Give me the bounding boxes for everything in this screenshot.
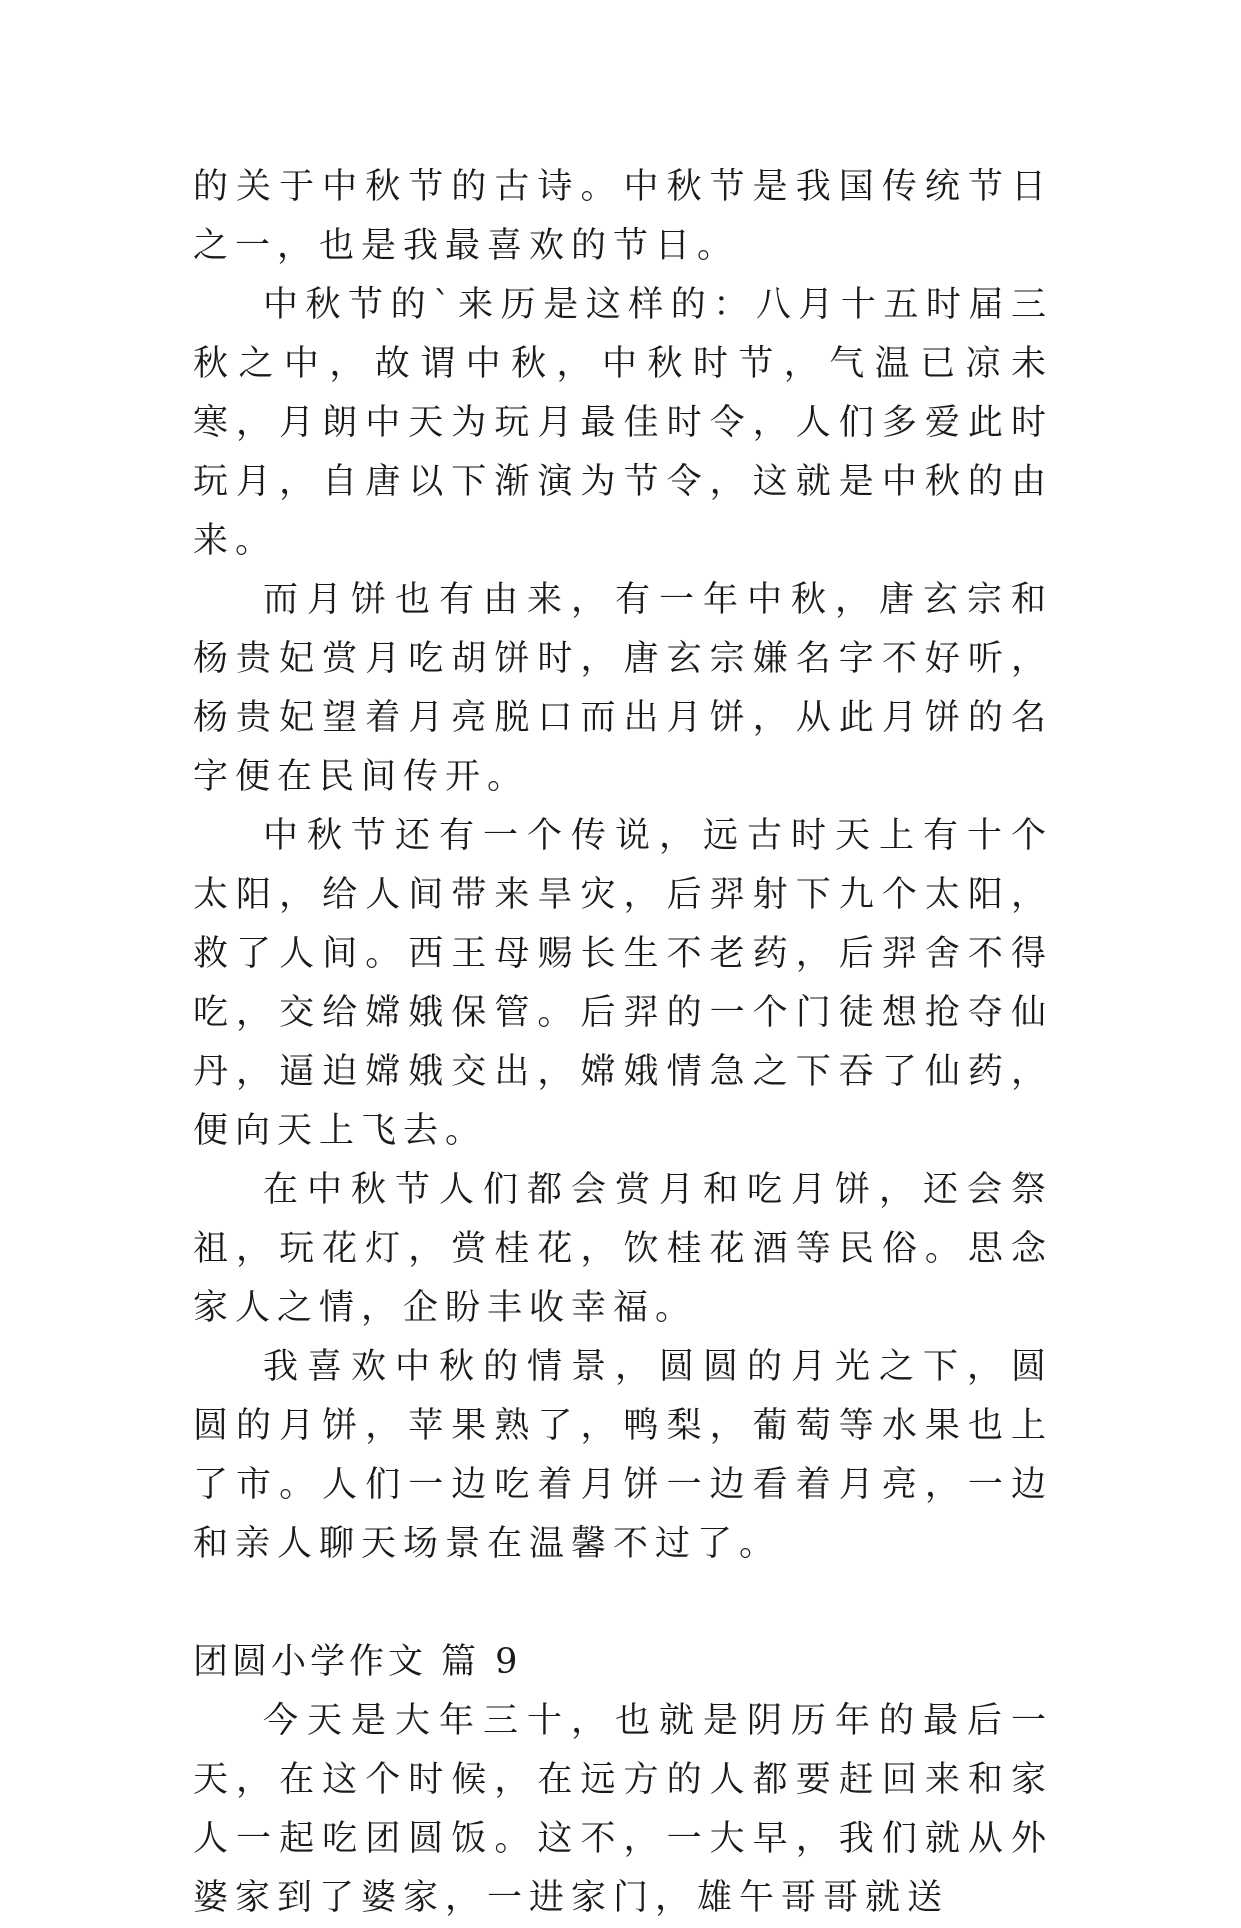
- paragraph-7: 今天是大年三十，也就是阴历年的最后一天，在这个时候，在远方的人都要赶回来和家人一起吃团圆饭。这不，一大早，我们就从外婆家到了婆家，一进家门，雄午哥哥就送: [193, 1701, 1053, 1918]
- paragraph-2: 中秋节的`来历是这样的：八月十五时届三秋之中，故谓中秋，中秋时节，气温已凉未寒，月朗中天为玩月最佳时令，人们多爱此时玩月，自唐以下渐演为节令，这就是中秋的由来。: [193, 285, 1053, 561]
- paragraph-4: 中秋节还有一个传说，远古时天上有十个太阳，给人间带来旱灾，后羿射下九个太阳，救了人间。西王母赐长生不老药，后羿舍不得吃，交给嫦娥保管。后羿的一个门徒想抢夺仙丹，逼迫嫦娥交出，嫦娥情急之下吞了仙药，便向天上飞去。: [193, 816, 1053, 1151]
- section-title: 团圆小学作文: [193, 1642, 428, 1682]
- paragraph-3: 而月饼也有由来，有一年中秋，唐玄宗和杨贵妃赏月吃胡饼时，唐玄宗嫌名字不好听，杨贵妃望着月亮脱口而出月饼，从此月饼的名字便在民间传开。: [193, 580, 1053, 797]
- document-body: [193, 158, 1053, 1928]
- paragraph-6: 我喜欢中秋的情景，圆圆的月光之下，圆圆的月饼，苹果熟了，鸭梨，葡萄等水果也上了市。人们一边吃着月饼一边看着月亮，一边和亲人聊天场景在温馨不过了。: [193, 1347, 1053, 1564]
- section-heading: [193, 1633, 1053, 1692]
- paragraph-5: 在中秋节人们都会赏月和吃月饼，还会祭祖，玩花灯，赏桂花，饮桂花酒等民俗。思念家人之情，企盼丰收幸福。: [193, 1170, 1053, 1328]
- paragraph-1: 的关于中秋节的古诗。中秋节是我国传统节日之一，也是我最喜欢的节日。: [193, 167, 1053, 266]
- section-number: 篇 9: [441, 1642, 522, 1682]
